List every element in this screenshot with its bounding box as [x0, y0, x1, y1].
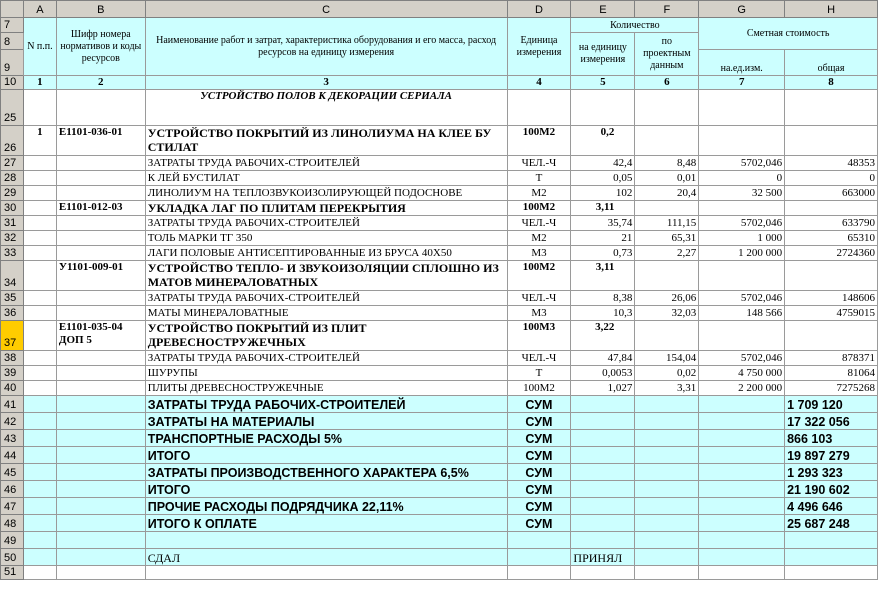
row-header[interactable]: 43: [1, 430, 24, 447]
summary-unit[interactable]: СУМ: [507, 413, 571, 430]
header-num[interactable]: 3: [145, 76, 507, 90]
header-num[interactable]: 4: [507, 76, 571, 90]
row-header[interactable]: 42: [1, 413, 24, 430]
cell-unit[interactable]: М2: [507, 186, 571, 201]
cell-unit[interactable]: ЧЕЛ.-Ч: [507, 291, 571, 306]
cell-qty-per-unit[interactable]: 0,2: [571, 126, 635, 156]
cell-name[interactable]: ЗАТРАТЫ ТРУДА РАБОЧИХ-СТРОИТЕЛЕЙ: [145, 291, 507, 306]
cell-name[interactable]: УКЛАДКА ЛАГ ПО ПЛИТАМ ПЕРЕКРЫТИЯ: [145, 201, 507, 216]
signature-handed-label[interactable]: СДАЛ: [145, 549, 507, 566]
cell-number[interactable]: [23, 201, 56, 216]
row-header[interactable]: 32: [1, 231, 24, 246]
cell-code[interactable]: [56, 366, 145, 381]
table-row: [1, 156, 878, 171]
row-header[interactable]: 44: [1, 447, 24, 464]
cell[interactable]: [635, 396, 699, 413]
cell-unit[interactable]: ЧЕЛ.-Ч: [507, 156, 571, 171]
cell-number[interactable]: [23, 231, 56, 246]
cell-qty-per-unit[interactable]: 21: [571, 231, 635, 246]
row-header[interactable]: 31: [1, 216, 24, 231]
cell-cost-total[interactable]: [785, 126, 878, 156]
summary-row: [1, 515, 878, 532]
table-row: [1, 216, 878, 231]
cell[interactable]: [571, 515, 635, 532]
cell-number[interactable]: [23, 156, 56, 171]
cell[interactable]: [635, 566, 699, 580]
cell-qty-per-unit[interactable]: 3,22: [571, 321, 635, 351]
cell-qty-design[interactable]: 26,06: [635, 291, 699, 306]
cell-name[interactable]: ЗАТРАТЫ ТРУДА РАБОЧИХ-СТРОИТЕЛЕЙ: [145, 156, 507, 171]
cell-unit[interactable]: ЧЕЛ.-Ч: [507, 351, 571, 366]
header-num[interactable]: 8: [785, 76, 878, 90]
cell[interactable]: [56, 447, 145, 464]
cell-qty-design[interactable]: 2,27: [635, 246, 699, 261]
cell[interactable]: [56, 413, 145, 430]
cell[interactable]: [23, 481, 56, 498]
cell[interactable]: [56, 481, 145, 498]
cell-cost-total[interactable]: 65310: [785, 231, 878, 246]
cell-qty-design[interactable]: 8,48: [635, 156, 699, 171]
table-row: [1, 366, 878, 381]
table-row: [1, 201, 878, 216]
cell-cost-unit[interactable]: [699, 126, 785, 156]
cell[interactable]: [699, 413, 785, 430]
cell-cost-total[interactable]: 148606: [785, 291, 878, 306]
cell-unit[interactable]: ЧЕЛ.-Ч: [507, 216, 571, 231]
column-header-g[interactable]: G: [699, 1, 785, 18]
cell-cost-total[interactable]: 2724360: [785, 246, 878, 261]
cell[interactable]: [635, 515, 699, 532]
cell-cost-unit[interactable]: 0: [699, 171, 785, 186]
cell[interactable]: [507, 549, 571, 566]
cell[interactable]: [571, 498, 635, 515]
cell-cost-unit[interactable]: 32 500: [699, 186, 785, 201]
cell-cost-total[interactable]: 48353: [785, 156, 878, 171]
summary-row: [1, 430, 878, 447]
cell-code[interactable]: [56, 351, 145, 366]
cell-number[interactable]: [23, 291, 56, 306]
cell[interactable]: [635, 532, 699, 549]
cell-cost-total[interactable]: [785, 201, 878, 216]
cell-code[interactable]: [56, 186, 145, 201]
cell-code[interactable]: [56, 381, 145, 396]
cell-cost-total[interactable]: [785, 261, 878, 291]
cell-name[interactable]: ЛАГИ ПОЛОВЫЕ АНТИСЕПТИРОВАННЫЕ ИЗ БРУСА 40Х50: [145, 246, 507, 261]
row-header[interactable]: 8: [1, 33, 24, 50]
cell-qty-per-unit[interactable]: 0,73: [571, 246, 635, 261]
header-num[interactable]: 2: [56, 76, 145, 90]
cell[interactable]: [699, 481, 785, 498]
cell-cost-unit[interactable]: 5702,046: [699, 216, 785, 231]
cell-unit[interactable]: 100М2: [507, 261, 571, 291]
cell[interactable]: [635, 464, 699, 481]
cell-code[interactable]: [56, 171, 145, 186]
cell[interactable]: [507, 532, 571, 549]
table-row: [1, 351, 878, 366]
cell[interactable]: [23, 566, 56, 580]
row-header[interactable]: 26: [1, 126, 24, 156]
cell-name[interactable]: МАТЫ МИНЕРАЛОВАТНЫЕ: [145, 306, 507, 321]
table-row: [1, 306, 878, 321]
cell-qty-per-unit[interactable]: 0,05: [571, 171, 635, 186]
cell[interactable]: [23, 549, 56, 566]
cell-qty-per-unit[interactable]: 47,84: [571, 351, 635, 366]
cell-cost-total[interactable]: 4759015: [785, 306, 878, 321]
summary-unit[interactable]: СУМ: [507, 430, 571, 447]
cell-number[interactable]: [23, 351, 56, 366]
cell-cost-total[interactable]: 7275268: [785, 381, 878, 396]
row-header[interactable]: 28: [1, 171, 24, 186]
cell-qty-design[interactable]: [635, 321, 699, 351]
row-header[interactable]: 29: [1, 186, 24, 201]
summary-total[interactable]: 17 322 056: [785, 413, 878, 430]
summary-total[interactable]: 25 687 248: [785, 515, 878, 532]
cell-cost-total[interactable]: 878371: [785, 351, 878, 366]
cell-cost-unit[interactable]: 2 200 000: [699, 381, 785, 396]
cell-name[interactable]: ПЛИТЫ ДРЕВЕСНОСТРУЖЕЧНЫЕ: [145, 381, 507, 396]
section-title[interactable]: УСТРОЙСТВО ПОЛОВ К ДЕКОРАЦИИ СЕРИАЛА: [145, 90, 507, 126]
row-header[interactable]: 47: [1, 498, 24, 515]
column-header-d[interactable]: D: [507, 1, 571, 18]
cell-qty-design[interactable]: 65,31: [635, 231, 699, 246]
cell-name[interactable]: ТОЛЬ МАРКИ ТГ 350: [145, 231, 507, 246]
cell-number[interactable]: [23, 321, 56, 351]
cell[interactable]: [699, 430, 785, 447]
table-row: [1, 381, 878, 396]
cell-code[interactable]: [56, 291, 145, 306]
cell[interactable]: [635, 447, 699, 464]
cell-qty-design[interactable]: [635, 261, 699, 291]
table-row: [1, 186, 878, 201]
cell[interactable]: [635, 498, 699, 515]
cell[interactable]: [635, 430, 699, 447]
cell-code[interactable]: Е1101-035-04 ДОП 5: [56, 321, 145, 351]
cell[interactable]: [56, 90, 145, 126]
header-cost-unit[interactable]: на.ед.изм.: [699, 50, 785, 76]
row-header[interactable]: 38: [1, 351, 24, 366]
cell-name[interactable]: К ЛЕЙ БУСТИЛАТ: [145, 171, 507, 186]
cell[interactable]: [23, 515, 56, 532]
cell-code[interactable]: Е1101-036-01: [56, 126, 145, 156]
cell-cost-total[interactable]: 0: [785, 171, 878, 186]
cell[interactable]: [56, 396, 145, 413]
header-num[interactable]: 5: [571, 76, 635, 90]
cell[interactable]: [145, 566, 507, 580]
cell-cost-unit[interactable]: [699, 261, 785, 291]
cell-qty-per-unit[interactable]: 10,3: [571, 306, 635, 321]
cell-qty-design[interactable]: [635, 201, 699, 216]
cell-name[interactable]: ЗАТРАТЫ ТРУДА РАБОЧИХ-СТРОИТЕЛЕЙ: [145, 216, 507, 231]
row-header[interactable]: 30: [1, 201, 24, 216]
cell-cost-total[interactable]: 663000: [785, 186, 878, 201]
cell-cost-total[interactable]: 633790: [785, 216, 878, 231]
cell[interactable]: [23, 532, 56, 549]
row-header[interactable]: 36: [1, 306, 24, 321]
summary-total[interactable]: 21 190 602: [785, 481, 878, 498]
column-header-f[interactable]: F: [635, 1, 699, 18]
cell[interactable]: [23, 498, 56, 515]
cell-cost-unit[interactable]: 1 200 000: [699, 246, 785, 261]
cell-cost-unit[interactable]: 5702,046: [699, 156, 785, 171]
cell[interactable]: [699, 396, 785, 413]
cell[interactable]: [635, 481, 699, 498]
cell-qty-design[interactable]: 32,03: [635, 306, 699, 321]
table-row: [1, 231, 878, 246]
cell-unit[interactable]: 100М2: [507, 201, 571, 216]
cell-name[interactable]: УСТРОЙСТВО ТЕПЛО- И ЗВУКОИЗОЛЯЦИИ СПЛОШНО ИЗ МАТОВ МИНЕРАЛОВАТНЫХ: [145, 261, 507, 291]
cell-cost-unit[interactable]: 5702,046: [699, 291, 785, 306]
summary-total[interactable]: 866 103: [785, 430, 878, 447]
cell-cost-unit[interactable]: [699, 321, 785, 351]
header-qty-per-unit[interactable]: на единицу измерения: [571, 33, 635, 76]
summary-unit[interactable]: СУМ: [507, 515, 571, 532]
cell-unit[interactable]: М2: [507, 231, 571, 246]
table-row: [1, 291, 878, 306]
summary-label[interactable]: ИТОГО К ОПЛАТЕ: [145, 515, 507, 532]
summary-unit[interactable]: СУМ: [507, 498, 571, 515]
cell[interactable]: [507, 566, 571, 580]
cell-unit[interactable]: 100М2: [507, 126, 571, 156]
column-header-h[interactable]: H: [785, 1, 878, 18]
summary-unit[interactable]: СУМ: [507, 464, 571, 481]
cell[interactable]: [23, 396, 56, 413]
summary-label[interactable]: ТРАНСПОРТНЫЕ РАСХОДЫ 5%: [145, 430, 507, 447]
cell-qty-per-unit[interactable]: 102: [571, 186, 635, 201]
row-header[interactable]: 9: [1, 50, 24, 76]
cell[interactable]: [785, 549, 878, 566]
summary-unit[interactable]: СУМ: [507, 481, 571, 498]
summary-total[interactable]: 1 709 120: [785, 396, 878, 413]
signature-accepted-label[interactable]: ПРИНЯЛ: [571, 549, 635, 566]
row-header[interactable]: 50: [1, 549, 24, 566]
cell[interactable]: [56, 549, 145, 566]
cell-number[interactable]: [23, 186, 56, 201]
row-header[interactable]: 46: [1, 481, 24, 498]
cell-cost-unit[interactable]: [699, 201, 785, 216]
cell[interactable]: [23, 464, 56, 481]
column-header-c[interactable]: C: [145, 1, 507, 18]
cell-number[interactable]: [23, 306, 56, 321]
summary-row: [1, 464, 878, 481]
cell-number[interactable]: [23, 216, 56, 231]
cell-qty-per-unit[interactable]: 35,74: [571, 216, 635, 231]
cell[interactable]: [571, 481, 635, 498]
cell[interactable]: [785, 566, 878, 580]
cell-qty-per-unit[interactable]: 3,11: [571, 201, 635, 216]
table-row: [1, 261, 878, 291]
cell[interactable]: [56, 566, 145, 580]
cell-code[interactable]: [56, 246, 145, 261]
header-cost[interactable]: Сметная стоимость: [699, 18, 878, 50]
cell-qty-design[interactable]: 111,15: [635, 216, 699, 231]
cell-number[interactable]: [23, 261, 56, 291]
cell[interactable]: [571, 464, 635, 481]
row-header[interactable]: 45: [1, 464, 24, 481]
summary-row: [1, 447, 878, 464]
cell-number[interactable]: [23, 381, 56, 396]
summary-label[interactable]: ЗАТРАТЫ НА МАТЕРИАЛЫ: [145, 413, 507, 430]
cell-code[interactable]: [56, 156, 145, 171]
summary-row: [1, 498, 878, 515]
summary-label[interactable]: ИТОГО: [145, 447, 507, 464]
table-row: [1, 321, 878, 351]
summary-row: [1, 413, 878, 430]
cell-cost-total[interactable]: 81064: [785, 366, 878, 381]
column-header-b[interactable]: B: [56, 1, 145, 18]
cell-unit[interactable]: Т: [507, 366, 571, 381]
row-header[interactable]: 40: [1, 381, 24, 396]
cell[interactable]: [699, 498, 785, 515]
header-qty-design[interactable]: по проектным данным: [635, 33, 699, 76]
row-header[interactable]: 34: [1, 261, 24, 291]
cell-unit[interactable]: М3: [507, 246, 571, 261]
row-header[interactable]: 41: [1, 396, 24, 413]
summary-total[interactable]: 19 897 279: [785, 447, 878, 464]
header-qty[interactable]: Количество: [571, 18, 699, 33]
row-header[interactable]: 49: [1, 532, 24, 549]
cell[interactable]: [635, 90, 699, 126]
cell-number[interactable]: [23, 171, 56, 186]
cell-qty-per-unit[interactable]: 3,11: [571, 261, 635, 291]
cell-name[interactable]: ЛИНОЛИУМ НА ТЕПЛОЗВУКОИЗОЛИРУЮЩЕЙ ПОДОСНОВЕ: [145, 186, 507, 201]
summary-unit[interactable]: СУМ: [507, 396, 571, 413]
header-unit[interactable]: Единица измерения: [507, 18, 571, 76]
row-header[interactable]: 48: [1, 515, 24, 532]
row-header[interactable]: 51: [1, 566, 24, 580]
cell-cost-unit[interactable]: 148 566: [699, 306, 785, 321]
cell-code[interactable]: [56, 216, 145, 231]
summary-label[interactable]: ЗАТРАТЫ ТРУДА РАБОЧИХ-СТРОИТЕЛЕЙ: [145, 396, 507, 413]
cell[interactable]: [635, 413, 699, 430]
header-num[interactable]: 1: [23, 76, 56, 90]
cell-number[interactable]: [23, 246, 56, 261]
summary-total[interactable]: 4 496 646: [785, 498, 878, 515]
cell[interactable]: [507, 90, 571, 126]
summary-unit[interactable]: СУМ: [507, 447, 571, 464]
summary-label[interactable]: ИТОГО: [145, 481, 507, 498]
cell[interactable]: [56, 464, 145, 481]
summary-row: [1, 481, 878, 498]
cell-code[interactable]: [56, 306, 145, 321]
row-header[interactable]: 37: [1, 321, 24, 351]
cell-qty-per-unit[interactable]: 1,027: [571, 381, 635, 396]
cell-name[interactable]: УСТРОЙСТВО ПОКРЫТИЙ ИЗ ЛИНОЛИУМА НА КЛЕЕ БУ СТИЛАТ: [145, 126, 507, 156]
header-cost-total[interactable]: общая: [785, 50, 878, 76]
summary-row: [1, 396, 878, 413]
cell-cost-unit[interactable]: 5702,046: [699, 351, 785, 366]
cell[interactable]: [145, 532, 507, 549]
cell-number[interactable]: [23, 366, 56, 381]
cell[interactable]: [56, 430, 145, 447]
header-name[interactable]: Наименование работ и затрат, характеристика оборудования и его масса, расход ресурсов на единицу измерения: [145, 18, 507, 76]
cell-qty-per-unit[interactable]: 0,0053: [571, 366, 635, 381]
cell[interactable]: [699, 515, 785, 532]
cell-code[interactable]: Е1101-012-03: [56, 201, 145, 216]
cell-unit[interactable]: Т: [507, 171, 571, 186]
cell[interactable]: [571, 413, 635, 430]
cell-name[interactable]: УСТРОЙСТВО ПОКРЫТИЙ ИЗ ПЛИТ ДРЕВЕСНОСТРУЖЕЧНЫХ: [145, 321, 507, 351]
cell[interactable]: [571, 430, 635, 447]
table-row: [1, 246, 878, 261]
cell[interactable]: [635, 549, 699, 566]
cell[interactable]: [56, 515, 145, 532]
header-npp[interactable]: N п.п.: [23, 18, 56, 76]
cell-qty-design[interactable]: 20,4: [635, 186, 699, 201]
cell-qty-design[interactable]: [635, 126, 699, 156]
row-header[interactable]: 7: [1, 18, 24, 33]
cell-name[interactable]: ЗАТРАТЫ ТРУДА РАБОЧИХ-СТРОИТЕЛЕЙ: [145, 351, 507, 366]
cell[interactable]: [571, 566, 635, 580]
cell[interactable]: [23, 447, 56, 464]
summary-label[interactable]: ПРОЧИЕ РАСХОДЫ ПОДРЯДЧИКА 22,11%: [145, 498, 507, 515]
row-header[interactable]: 27: [1, 156, 24, 171]
cell-cost-unit[interactable]: 4 750 000: [699, 366, 785, 381]
cell-unit[interactable]: М3: [507, 306, 571, 321]
cell[interactable]: [699, 549, 785, 566]
cell-qty-design[interactable]: 0,01: [635, 171, 699, 186]
header-num[interactable]: 6: [635, 76, 699, 90]
cell[interactable]: [56, 498, 145, 515]
cell-name[interactable]: ШУРУПЫ: [145, 366, 507, 381]
select-all-corner[interactable]: [1, 1, 24, 18]
cell[interactable]: [699, 464, 785, 481]
cell[interactable]: [699, 566, 785, 580]
cell-qty-design[interactable]: 154,04: [635, 351, 699, 366]
row-header[interactable]: 10: [1, 76, 24, 90]
summary-total[interactable]: 1 293 323: [785, 464, 878, 481]
cell[interactable]: [785, 90, 878, 126]
row-header[interactable]: 25: [1, 90, 24, 126]
column-header-a[interactable]: A: [23, 1, 56, 18]
cell[interactable]: [571, 90, 635, 126]
cell-number[interactable]: 1: [23, 126, 56, 156]
column-header-e[interactable]: E: [571, 1, 635, 18]
cell[interactable]: [23, 430, 56, 447]
cell-qty-per-unit[interactable]: 42,4: [571, 156, 635, 171]
cell[interactable]: [56, 532, 145, 549]
cell[interactable]: [23, 90, 56, 126]
cell-code[interactable]: [56, 231, 145, 246]
cell-unit[interactable]: 100М3: [507, 321, 571, 351]
header-code[interactable]: Шифр номера нормативов и коды ресурсов: [56, 18, 145, 76]
cell[interactable]: [699, 90, 785, 126]
cell-cost-unit[interactable]: 1 000: [699, 231, 785, 246]
row-header[interactable]: 35: [1, 291, 24, 306]
cell[interactable]: [571, 396, 635, 413]
cell[interactable]: [23, 413, 56, 430]
table-row: [1, 126, 878, 156]
row-header[interactable]: 33: [1, 246, 24, 261]
summary-label[interactable]: ЗАТРАТЫ ПРОИЗВОДСТВЕННОГО ХАРАКТЕРА 6,5%: [145, 464, 507, 481]
header-num[interactable]: 7: [699, 76, 785, 90]
cell[interactable]: [785, 532, 878, 549]
row-header[interactable]: 39: [1, 366, 24, 381]
cell[interactable]: [699, 532, 785, 549]
table-row: [1, 171, 878, 186]
cell-qty-design[interactable]: 3,31: [635, 381, 699, 396]
cell-qty-per-unit[interactable]: 8,38: [571, 291, 635, 306]
cell[interactable]: [571, 532, 635, 549]
cell[interactable]: [699, 447, 785, 464]
cell-unit[interactable]: 100М2: [507, 381, 571, 396]
cell-code[interactable]: У1101-009-01: [56, 261, 145, 291]
cell-cost-total[interactable]: [785, 321, 878, 351]
cell-qty-design[interactable]: 0,02: [635, 366, 699, 381]
cell[interactable]: [571, 447, 635, 464]
